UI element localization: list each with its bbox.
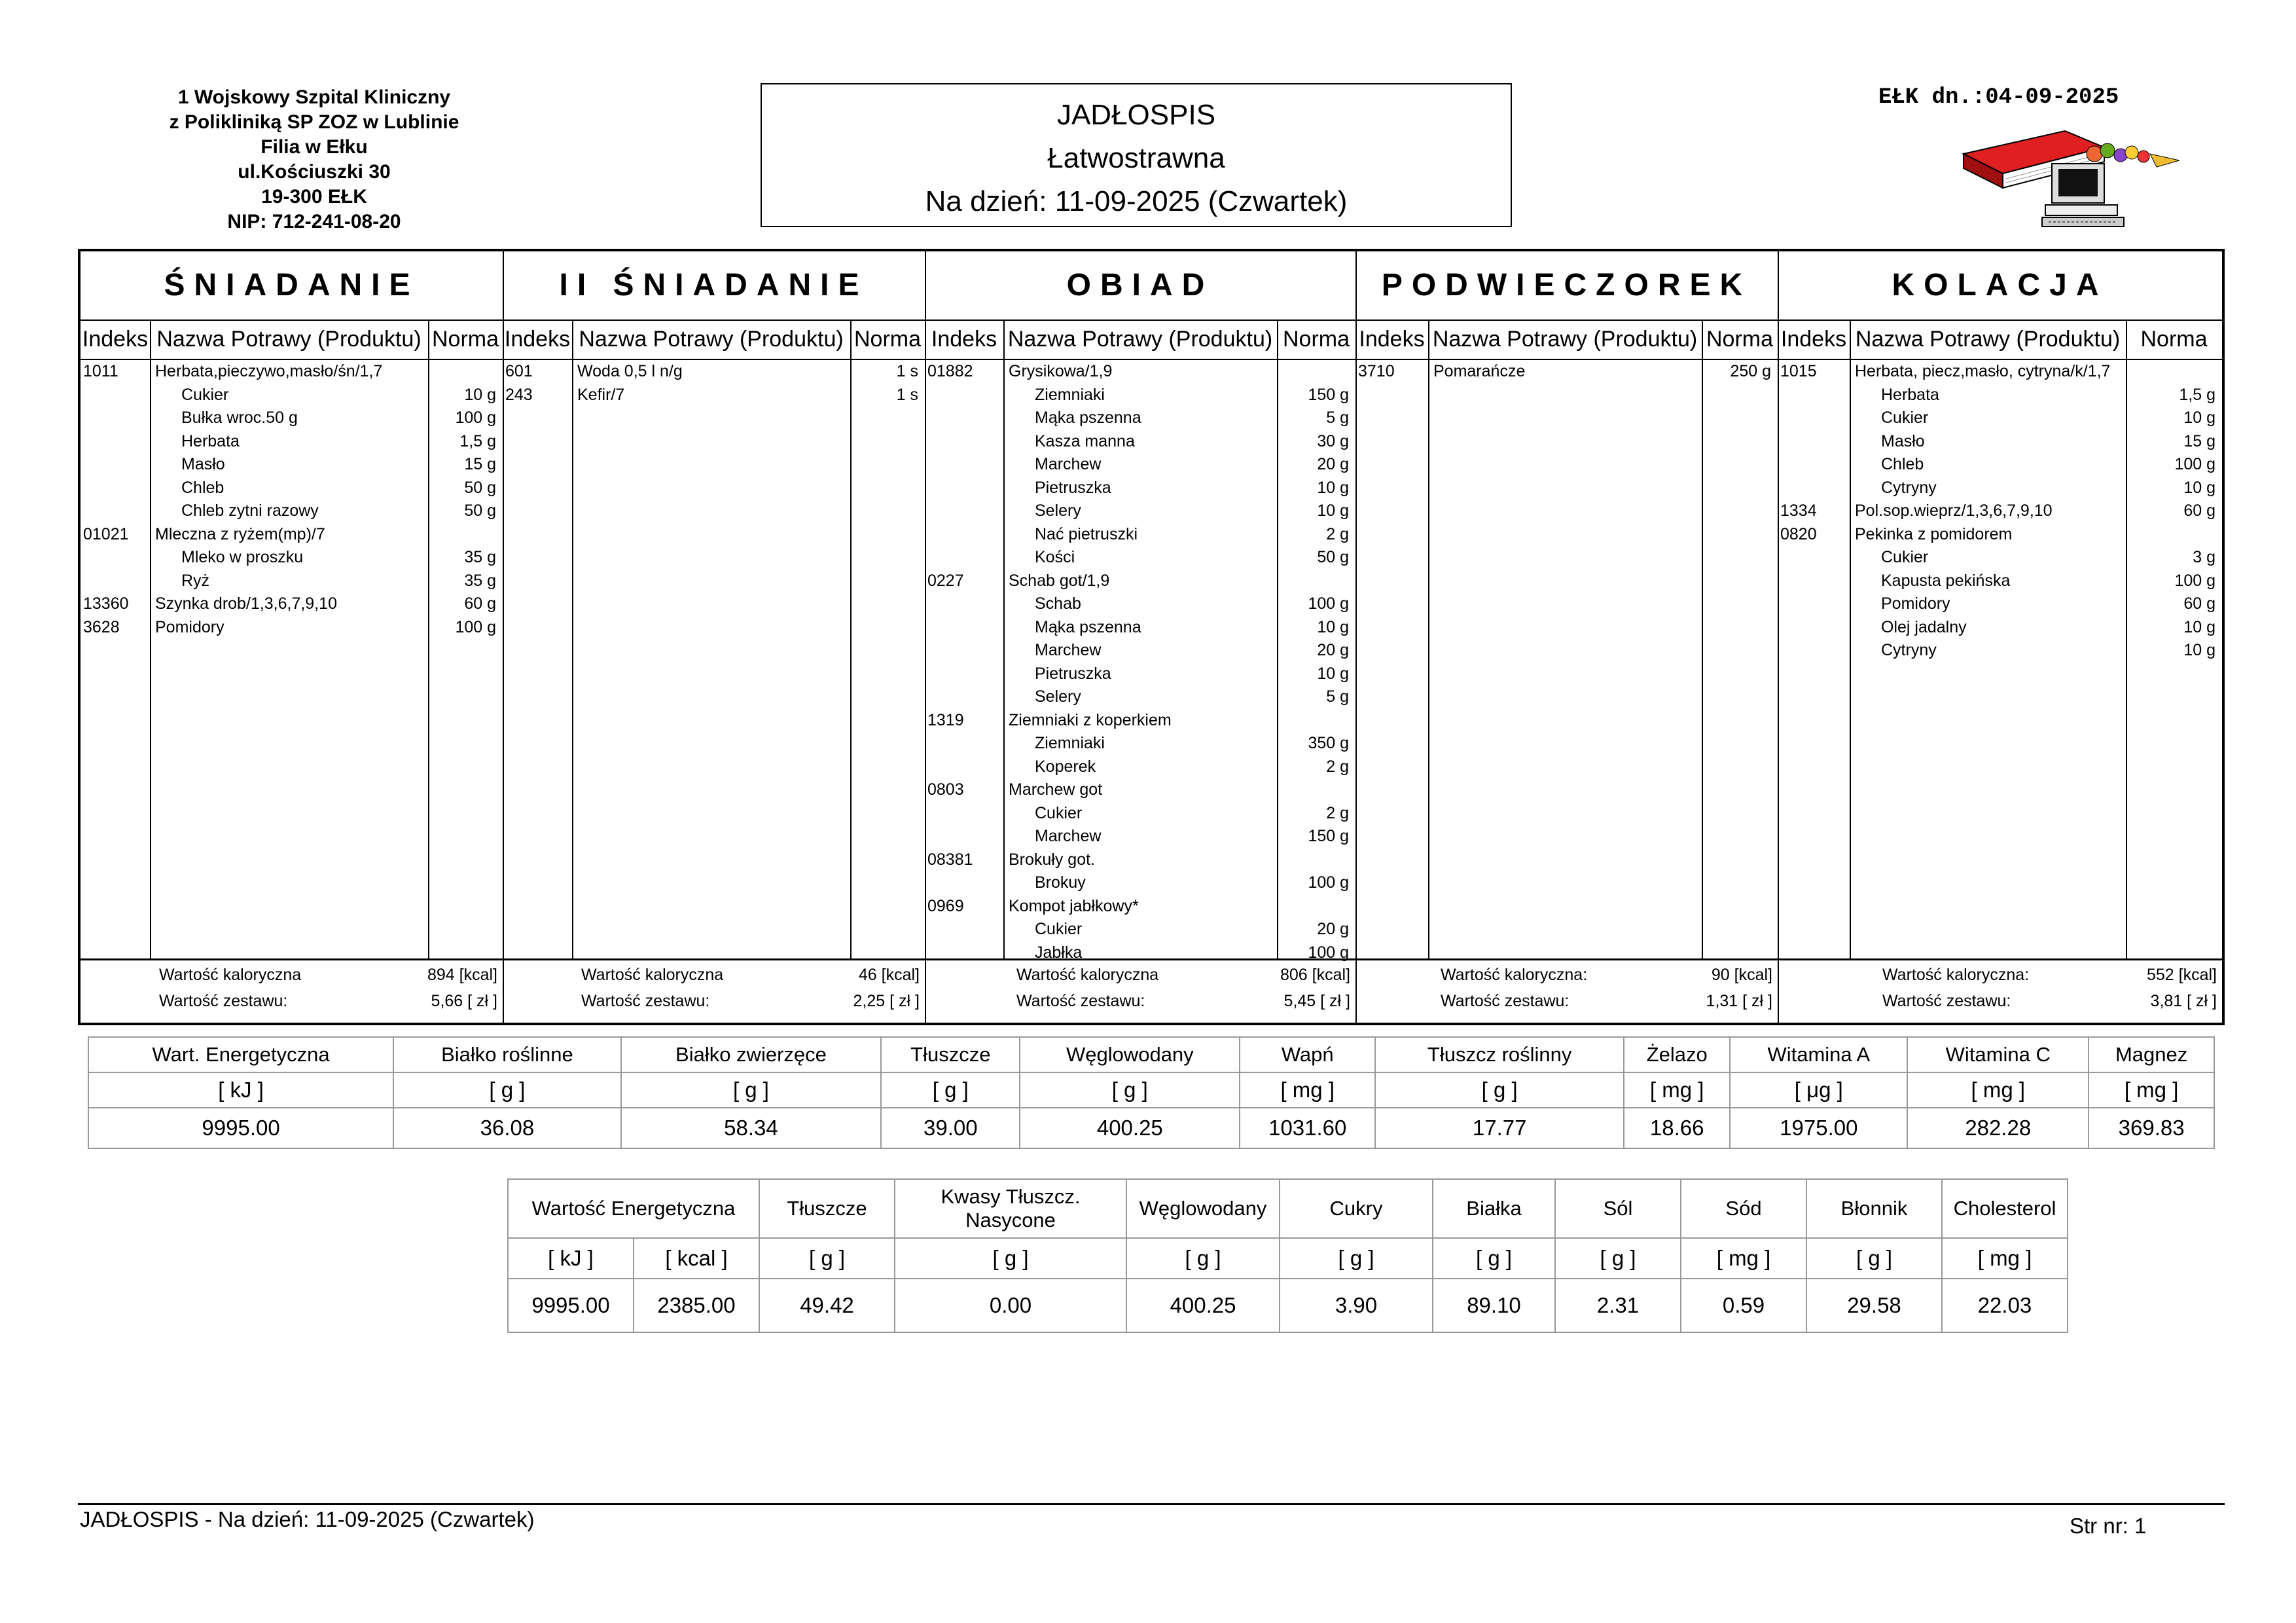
nutrition-unit: [ g ] [1126, 1238, 1280, 1279]
item-name: Olej jadalny [1881, 617, 1967, 636]
item-norm: 30 g [1317, 431, 1349, 450]
item-name: Ziemniaki [1035, 734, 1105, 752]
column-header-norm: Norma [1706, 327, 1774, 352]
nutrition-header: Białka [1433, 1179, 1555, 1238]
column-header-norm: Norma [1282, 327, 1350, 352]
item-name: Pol.sop.wieprz/1,3,6,7,9,10 [1855, 501, 2053, 520]
item-norm: 2 g [1326, 803, 1349, 822]
meal-title: OBIAD [1066, 268, 1214, 302]
item-index: 3710 [1358, 362, 1395, 380]
item-norm [2126, 523, 2215, 546]
nutrition-value: 3.90 [1280, 1279, 1433, 1332]
item-norm: 60 g [2183, 501, 2215, 520]
item-name: Herbata, piecz,masło, cytryna/k/1,7 [1855, 362, 2111, 380]
column-divider [150, 319, 151, 960]
section-divider [1355, 251, 1357, 1023]
item-name: Cukier [1035, 803, 1083, 822]
item-norm: 1 s [896, 385, 918, 404]
item-norm: 1,5 g [2179, 385, 2215, 404]
institution-line: Filia w Ełku [260, 136, 368, 158]
item-norm: 100 g [1308, 594, 1349, 613]
nutrition-header: Białko zwierzęce [621, 1037, 882, 1072]
section-divider [503, 251, 504, 1023]
nutrition-unit: [ mg ] [1681, 1238, 1806, 1279]
item-norm: 10 g [2183, 478, 2215, 497]
item-name: Kapusta pekińska [1881, 571, 2011, 590]
nutrition-header: Cukry [1280, 1179, 1433, 1238]
nutrition-header: Wapń [1240, 1037, 1375, 1072]
item-norm: 2 g [1326, 757, 1349, 776]
summary-price-label: Wartość zestawu: [1882, 992, 2011, 1010]
item-name: Ziemniaki [1035, 385, 1105, 404]
nutrition-unit: [ mg ] [1942, 1238, 2068, 1279]
item-index: 601 [505, 362, 533, 380]
item-norm: 100 g [455, 409, 496, 427]
item-name: Pietruszka [1035, 478, 1111, 497]
footer-title: JADŁOSPIS - Na dzień: 11-09-2025 (Czwartek) [80, 1507, 535, 1531]
item-name: Kasza manna [1035, 431, 1135, 450]
item-norm: 20 g [1317, 920, 1349, 938]
nutrition-table-2 [507, 1178, 2068, 1333]
item-name: Chleb zytni razowy [181, 501, 319, 520]
item-index: 01882 [927, 362, 973, 380]
nutrition-unit: [ g ] [1280, 1238, 1433, 1279]
item-name: Schab [1035, 594, 1081, 613]
item-index: 1015 [1780, 362, 1817, 380]
meal-title: ŚNIADANIE [164, 268, 420, 302]
item-name: Pomidory [1881, 594, 1950, 613]
page-number: Str nr: 1 [2070, 1514, 2147, 1538]
nutrition-header: Witamina C [1907, 1037, 2089, 1072]
nutrition-value: 1031.60 [1240, 1108, 1375, 1148]
nutrition-header: Błonnik [1806, 1179, 1942, 1238]
item-name: Masło [181, 455, 225, 473]
item-name: Masło [1881, 431, 1925, 450]
item-name: Pomarańcze [1433, 362, 1526, 380]
summary-kcal-label: Wartość kaloryczna [1016, 966, 1159, 984]
item-name: Herbata,pieczywo,masło/śn/1,7 [155, 362, 383, 380]
nutrition-unit: [ g ] [1433, 1238, 1555, 1279]
item-name: Herbata [181, 431, 240, 450]
summary-price-label: Wartość zestawu: [581, 992, 710, 1010]
item-name: Mleczna z ryżem(mp)/7 [155, 524, 325, 543]
item-norm: 3 g [2193, 548, 2215, 566]
item-name: Nać pietruszki [1035, 524, 1138, 543]
nutrition-unit: [ g ] [895, 1238, 1126, 1279]
nutrition-value: 18.66 [1624, 1108, 1730, 1148]
column-header-norm: Norma [853, 327, 922, 352]
column-divider [1702, 319, 1703, 960]
nutrition-unit: [ kJ ] [508, 1238, 634, 1279]
item-norm: 50 g [464, 501, 496, 520]
book-computer-logo-icon [1960, 128, 2183, 229]
item-name: Pekinka z pomidorem [1855, 524, 2013, 543]
summary-price-value: 3,81 [ zł ] [2150, 992, 2217, 1010]
nutrition-header: Białko roślinne [393, 1037, 621, 1072]
nutrition-header: Wart. Energetyczna [88, 1037, 393, 1072]
summary-kcal-label: Wartość kaloryczna [581, 966, 724, 984]
nutrition-unit: [ g ] [393, 1072, 621, 1108]
item-norm: 100 g [1308, 943, 1349, 962]
item-norm [1277, 895, 1349, 918]
item-norm [1277, 709, 1349, 732]
item-index: 0969 [927, 896, 964, 915]
item-name: Schab got/1,9 [1009, 571, 1110, 590]
nutrition-value: 369.83 [2089, 1108, 2214, 1148]
nutrition-unit: [ g ] [1020, 1072, 1240, 1108]
item-index: 1334 [1780, 501, 1817, 520]
item-norm: 250 g [1730, 362, 1771, 380]
column-header-name: Nazwa Potrawy (Produktu) [156, 327, 422, 352]
nutrition-unit: [ mg ] [2089, 1072, 2214, 1108]
item-norm: 35 g [464, 548, 496, 566]
item-norm: 150 g [1308, 385, 1349, 404]
item-norm: 20 g [1317, 455, 1349, 473]
item-norm: 100 g [2174, 455, 2215, 473]
summary-price-label: Wartość zestawu: [159, 992, 288, 1010]
meal-title: KOLACJA [1892, 268, 2108, 302]
summary-kcal-value: 806 [kcal] [1280, 966, 1350, 984]
item-name: Koperek [1035, 757, 1096, 776]
item-index: 243 [505, 385, 533, 404]
nutrition-value: 9995.00 [88, 1108, 393, 1148]
institution-line: ul.Kościuszki 30 [238, 161, 391, 183]
item-name: Cukier [181, 385, 229, 404]
column-header-name: Nazwa Potrawy (Produktu) [579, 327, 844, 352]
nutrition-header: Sól [1555, 1179, 1681, 1238]
item-name: Selery [1035, 687, 1081, 706]
institution-block [79, 85, 550, 234]
section-divider [925, 251, 926, 1023]
issue-date-stamp: EŁK dn.:04-09-2025 [1878, 85, 2119, 110]
item-name: Szynka drob/1,3,6,7,9,10 [155, 594, 337, 613]
institution-line: 1 Wojskowy Szpital Kliniczny [177, 86, 451, 108]
item-name: Kefir/7 [577, 385, 625, 404]
institution-line: NIP: 712-241-08-20 [227, 211, 401, 232]
item-norm: 60 g [464, 594, 496, 613]
summary-kcal-label: Wartość kaloryczna: [1882, 966, 2030, 984]
summary-price-value: 1,31 [ zł ] [1706, 992, 1772, 1010]
item-norm: 1 s [896, 362, 918, 380]
item-norm [1277, 848, 1349, 871]
nutrition-unit: [ g ] [1375, 1072, 1624, 1108]
nutrition-header: Sód [1681, 1179, 1806, 1238]
column-header-index: Indeks [1359, 327, 1425, 352]
item-index: 0803 [927, 780, 964, 799]
item-index: 3628 [83, 617, 120, 636]
item-name: Pomidory [155, 617, 224, 636]
item-index: 1319 [927, 710, 964, 729]
item-name: Cytryny [1881, 478, 1937, 497]
item-index: 01021 [83, 524, 129, 543]
section-divider [1778, 251, 1779, 1023]
column-header-index: Indeks [931, 327, 997, 352]
institution-line: 19-300 EŁK [261, 186, 367, 208]
column-divider [850, 319, 852, 960]
page-title: JADŁOSPIS [1056, 99, 1216, 131]
nutrition-unit: [ g ] [1555, 1238, 1681, 1279]
item-norm: 35 g [464, 571, 496, 590]
nutrition-header: Witamina A [1730, 1037, 1907, 1072]
item-name: Marchew [1035, 455, 1102, 473]
summary-divider [81, 958, 2222, 960]
nutrition-value: 282.28 [1907, 1108, 2089, 1148]
nutrition-value: 0.00 [895, 1279, 1126, 1332]
item-index: 0820 [1780, 524, 1817, 543]
item-name: Marchew [1035, 641, 1102, 659]
nutrition-header: Tłuszcze [881, 1037, 1020, 1072]
summary-kcal-value: 894 [kcal] [427, 966, 497, 984]
item-name: Pietruszka [1035, 664, 1111, 683]
item-norm: 1,5 g [459, 431, 496, 450]
column-header-name: Nazwa Potrawy (Produktu) [1007, 327, 1273, 352]
nutrition-unit: [ g ] [621, 1072, 882, 1108]
item-norm: 5 g [1326, 687, 1349, 706]
nutrition-unit: [ mg ] [1240, 1072, 1375, 1108]
nutrition-value: 2.31 [1555, 1279, 1681, 1332]
item-name: Cukier [1035, 920, 1083, 938]
nutrition-header: Tłuszcz roślinny [1375, 1037, 1624, 1072]
item-norm: 350 g [1308, 734, 1349, 752]
footer-divider [78, 1503, 2225, 1505]
item-norm: 10 g [2183, 409, 2215, 427]
menu-table [78, 249, 2225, 1025]
nutrition-unit: [ kcal ] [634, 1238, 759, 1279]
item-norm [1277, 360, 1349, 383]
item-norm: 50 g [1317, 548, 1349, 566]
summary-price-value: 2,25 [ zł ] [853, 992, 920, 1010]
column-header-name: Nazwa Potrawy (Produktu) [1855, 327, 2121, 352]
nutrition-unit: [ mg ] [1907, 1072, 2089, 1108]
nutrition-value: 39.00 [881, 1108, 1020, 1148]
nutrition-header: Cholesterol [1942, 1179, 2068, 1238]
summary-kcal-value: 552 [kcal] [2146, 966, 2217, 984]
column-header-name: Nazwa Potrawy (Produktu) [1432, 327, 1698, 352]
item-norm: 10 g [464, 385, 496, 404]
item-name: Marchew [1035, 827, 1102, 845]
item-index: 13360 [83, 594, 129, 613]
item-norm: 10 g [1317, 617, 1349, 636]
nutrition-value: 9995.00 [508, 1279, 634, 1332]
column-header-norm: Norma [431, 327, 499, 352]
nutrition-value: 0.59 [1681, 1279, 1806, 1332]
item-norm: 150 g [1308, 827, 1349, 845]
item-norm: 50 g [464, 478, 496, 497]
nutrition-value: 89.10 [1433, 1279, 1555, 1332]
item-norm: 100 g [2174, 571, 2215, 590]
item-name: Ziemniaki z koperkiem [1009, 710, 1172, 729]
item-name: Bułka wroc.50 g [181, 409, 298, 427]
diet-name: Łatwostrawna [1047, 142, 1225, 174]
item-norm [1277, 778, 1349, 801]
column-divider [1003, 319, 1005, 960]
menu-date: Na dzień: 11-09-2025 (Czwartek) [925, 185, 1348, 217]
item-name: Chleb [1881, 455, 1924, 473]
nutrition-unit: [ μg ] [1730, 1072, 1907, 1108]
item-norm: 10 g [2183, 617, 2215, 636]
meal-title: PODWIECZOREK [1381, 268, 1752, 302]
item-norm: 10 g [1317, 478, 1349, 497]
nutrition-value: 36.08 [393, 1108, 621, 1148]
item-norm: 60 g [2183, 594, 2215, 613]
item-index: 1011 [83, 362, 118, 380]
item-name: Ryż [181, 571, 210, 590]
item-name: Brokuy [1035, 873, 1086, 892]
summary-price-label: Wartość zestawu: [1441, 992, 1570, 1010]
nutrition-unit: [ g ] [1806, 1238, 1942, 1279]
item-name: Jabłka [1035, 943, 1083, 962]
nutrition-unit: [ g ] [759, 1238, 895, 1279]
title-box [761, 83, 1512, 227]
item-name: Cukier [1881, 548, 1929, 566]
item-name: Woda 0,5 l n/g [577, 362, 683, 380]
item-name: Marchew got [1009, 780, 1103, 799]
nutrition-header: Węglowodany [1020, 1037, 1240, 1072]
nutrition-value: 58.34 [621, 1108, 882, 1148]
nutrition-header: Kwasy Tłuszcz. Nasycone [895, 1179, 1126, 1238]
nutrition-value: 400.25 [1126, 1279, 1280, 1332]
nutrition-header: Magnez [2089, 1037, 2214, 1072]
item-norm: 10 g [1317, 664, 1349, 683]
item-name: Mąka pszenna [1035, 617, 1141, 636]
column-divider [1850, 319, 1851, 960]
item-norm: 10 g [2183, 641, 2215, 659]
column-divider [572, 319, 573, 960]
column-header-index: Indeks [82, 327, 149, 352]
column-header-norm: Norma [2140, 327, 2208, 352]
item-norm [1277, 570, 1349, 593]
item-norm: 15 g [464, 455, 496, 473]
item-norm [2126, 360, 2215, 383]
item-norm: 15 g [2183, 431, 2215, 450]
nutrition-table-1 [88, 1036, 2215, 1149]
item-norm: 10 g [1317, 501, 1349, 520]
summary-kcal-label: Wartość kaloryczna: [1441, 966, 1588, 984]
nutrition-value: 17.77 [1375, 1108, 1624, 1148]
item-name: Kompot jabłkowy* [1009, 896, 1139, 915]
meal-title: II ŚNIADANIE [559, 268, 869, 302]
nutrition-value: 2385.00 [634, 1279, 759, 1332]
nutrition-value: 400.25 [1020, 1108, 1240, 1148]
item-name: Herbata [1881, 385, 1939, 404]
summary-price-label: Wartość zestawu: [1016, 992, 1145, 1010]
nutrition-unit: [ mg ] [1624, 1072, 1730, 1108]
summary-kcal-label: Wartość kaloryczna [159, 966, 302, 984]
item-name: Chleb [181, 478, 224, 497]
item-name: Brokuły got. [1009, 850, 1096, 869]
item-name: Kości [1035, 548, 1075, 566]
nutrition-value: 49.42 [759, 1279, 895, 1332]
item-norm [428, 360, 496, 383]
nutrition-value: 29.58 [1806, 1279, 1942, 1332]
summary-price-value: 5,45 [ zł ] [1283, 992, 1350, 1010]
nutrition-header: Tłuszcze [759, 1179, 895, 1238]
institution-line: z Polikliniką SP ZOZ w Lublinie [169, 111, 459, 133]
item-norm: 5 g [1326, 409, 1349, 427]
item-norm [428, 523, 496, 546]
item-name: Mleko w proszku [181, 548, 304, 566]
nutrition-unit: [ kJ ] [88, 1072, 393, 1108]
summary-price-value: 5,66 [ zł ] [431, 992, 497, 1010]
nutrition-value: 22.03 [1942, 1279, 2068, 1332]
item-norm: 100 g [455, 617, 496, 636]
item-norm: 100 g [1308, 873, 1349, 892]
summary-kcal-value: 90 [kcal] [1711, 966, 1772, 984]
item-index: 0227 [927, 571, 964, 590]
item-name: Mąka pszenna [1035, 409, 1141, 427]
nutrition-header: Żelazo [1624, 1037, 1730, 1072]
item-name: Cukier [1881, 409, 1929, 427]
item-name: Selery [1035, 501, 1081, 520]
nutrition-header: Węglowodany [1126, 1179, 1280, 1238]
energy-header: Wartość Energetyczna [508, 1179, 759, 1238]
item-norm: 2 g [1326, 524, 1349, 543]
column-divider [1428, 319, 1429, 960]
summary-kcal-value: 46 [kcal] [858, 966, 920, 984]
item-name: Cytryny [1881, 641, 1937, 659]
nutrition-unit: [ g ] [881, 1072, 1020, 1108]
item-name: Grysikowa/1,9 [1009, 362, 1113, 380]
column-header-index: Indeks [504, 327, 571, 352]
nutrition-value: 1975.00 [1730, 1108, 1907, 1148]
item-index: 08381 [927, 850, 973, 869]
item-norm: 20 g [1317, 641, 1349, 659]
column-header-index: Indeks [1780, 327, 1847, 352]
